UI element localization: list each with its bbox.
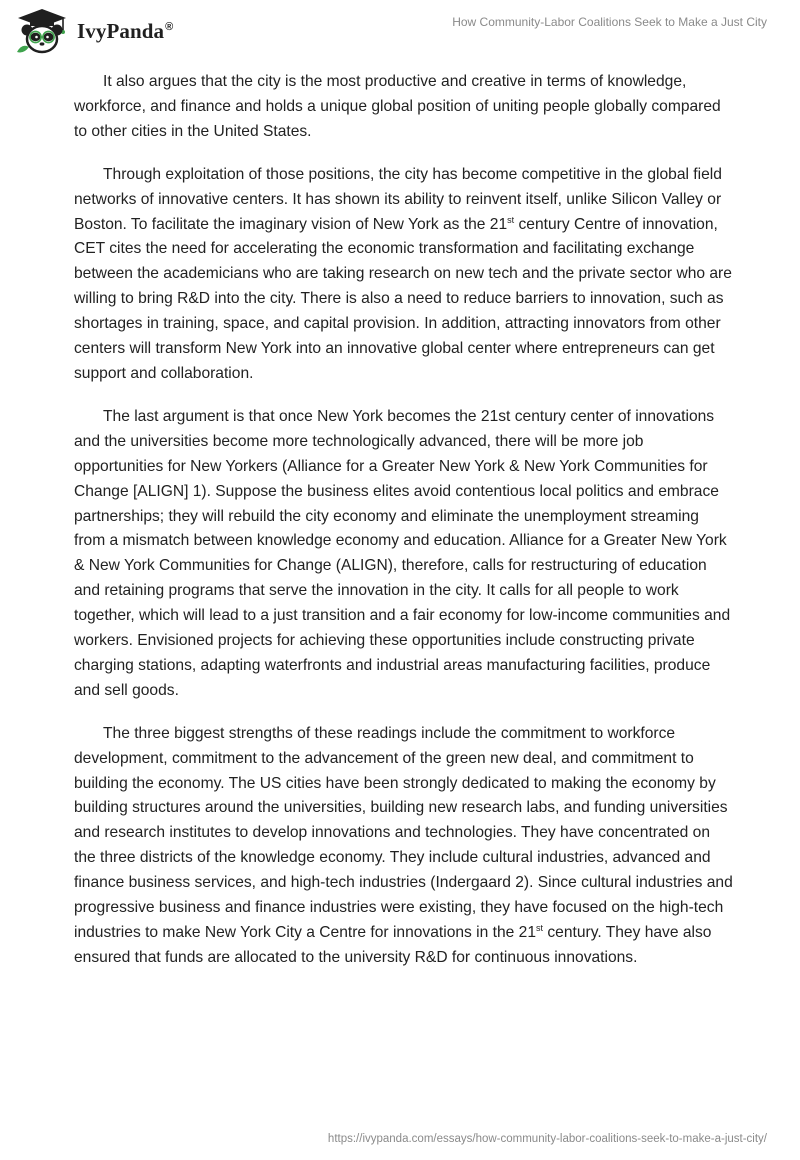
essay-body <box>74 70 734 989</box>
paragraph-1: It also argues that the city is the most productive and creative in terms of knowledge, workforce, and finance and holds a unique global position of uniting people globally compared to other cities in the United States. <box>74 73 721 140</box>
paragraph-4-part-a: The three biggest strengths of these readings include the commitment to workforce development, commitment to the advancement of the green new deal, and commitment to building the economy. The US cities have been strongly dedicated to making the economy by building structures around the universities, building new research labs, and funding universities and research institutes to develop innovations and technologies. They have concentrated on the three districts of the knowledge economy. They include cultural industries, advanced and finance business services, and high-tech industries (Indergaard 2). Since cultural industries and progressive business and finance industries were existing, they have focused on the high-tech industries to make New York City a Centre for innovations in the 21 <box>74 724 733 941</box>
paragraph-2-part-b: century Centre of innovation, CET cites the need for accelerating the economic transformation and facilitating exchange between the academicians who are taking research on new tech and the private sector who are willing to bring R&D into the city. There is also a need to reduce barriers to innovation, such as shortages in training, space, and capital provision. In addition, attracting innovators from other centers will transform New York into an innovative global center where entrepreneurs can get support and collaboration. <box>74 215 732 382</box>
logo[interactable] <box>14 7 173 55</box>
paragraph-4 <box>74 722 734 971</box>
paragraph-2-part-a: Through exploitation of those positions, the city has become competitive in the global field networks of innovative centers. It has shown its ability to reinvent itself, unlike Silicon Valley or Boston. To facilitate the imaginary vision of New York as the 21 <box>74 165 722 233</box>
ordinal-superscript: st <box>507 214 515 225</box>
source-url-link[interactable]: https://ivypanda.com/essays/how-community-labor-coalitions-seek-to-make-a-just-city/ <box>327 1133 767 1145</box>
document-title: How Community-Labor Coalitions Seek to Make a Just City <box>452 15 767 29</box>
ordinal-superscript: st <box>536 923 544 933</box>
paragraph-4-part-b: century. They have also ensured that funds are allocated to the university R&D for continuous innovations. <box>74 924 712 966</box>
panda-logo-icon <box>14 7 70 55</box>
paragraph-3: The last argument is that once New York becomes the 21st century center of innovations and the universities become more technologically advanced, there will be more job opportunities for New Yorkers (Alliance for a Greater New York & New York Communities for Change [ALIGN] 1). Suppose the business elites avoid contentious local politics and embrace partnerships; they will rebuild the city economy and eliminate the unemployment streaming from a mismatch between knowledge economy and education. Alliance for a Greater New York & New York Communities for Change (ALIGN), therefore, calls for restructuring of education and retaining programs that serve the innovation in the city. It calls for all people to work together, which will lead to a just transition and a fair economy for low-income communities and workers. Envisioned projects for achieving these opportunities include constructing private charging stations, adapting waterfronts and industrial areas manufacturing facilities, produce and sell goods. <box>74 407 731 699</box>
logo-wordmark: IvyPanda® <box>77 18 174 43</box>
paragraph-2 <box>74 163 734 387</box>
page-header <box>0 0 800 64</box>
